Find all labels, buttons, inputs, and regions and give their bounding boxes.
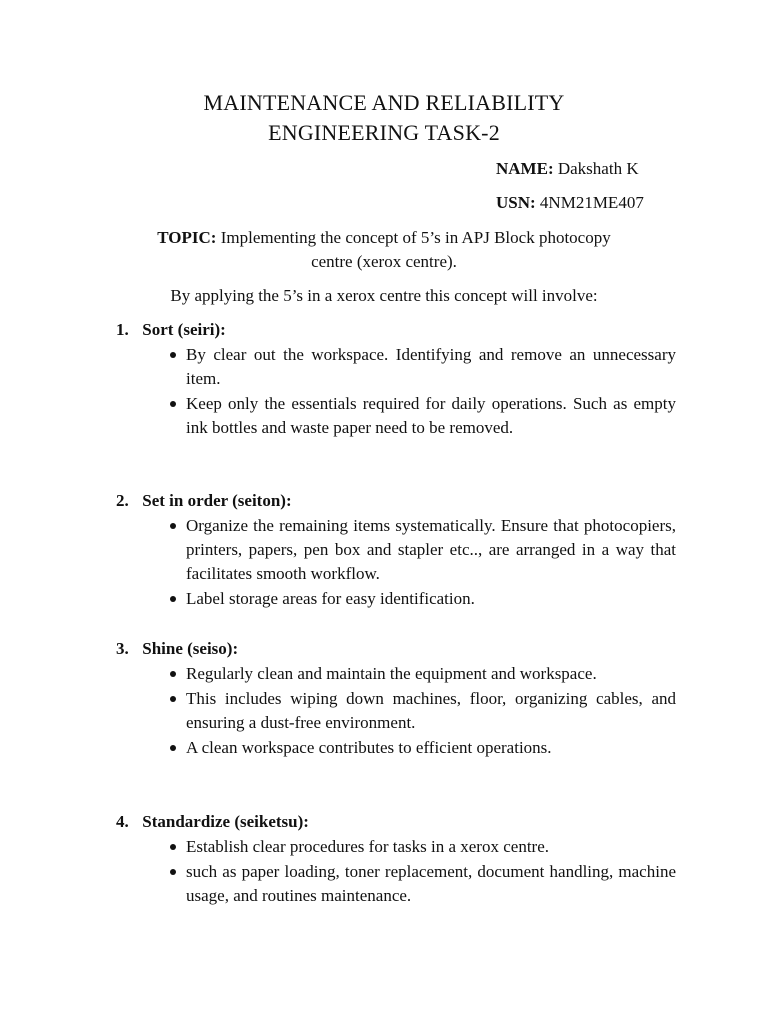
topic-label: TOPIC:: [157, 228, 217, 247]
bullet-list: [116, 662, 676, 760]
list-item-text: such as paper loading, toner replacement, document handling, machine usage, and routines maintenance.: [186, 862, 676, 905]
bullet-icon: [170, 696, 176, 702]
list-item: [116, 343, 676, 391]
usn-label: USN:: [496, 193, 536, 212]
section-shine: [116, 637, 676, 760]
list-item-text: Regularly clean and maintain the equipment and workspace.: [186, 664, 597, 683]
bullet-list: [116, 343, 676, 440]
list-item: [116, 662, 676, 686]
section-title: Shine (seiso):: [142, 639, 239, 658]
section-heading: [116, 637, 676, 661]
section-number: 3.: [116, 639, 129, 658]
list-item: [116, 736, 676, 760]
student-usn: [496, 192, 644, 214]
section-heading: [116, 318, 676, 342]
section-title: Sort (seiri):: [142, 320, 226, 339]
section-number: 1.: [116, 320, 129, 339]
bullet-icon: [170, 401, 176, 407]
bullet-icon: [170, 869, 176, 875]
student-name: [496, 158, 639, 180]
section-heading: [116, 489, 676, 513]
intro-text: By applying the 5’s in a xerox centre this concept will involve:: [170, 286, 598, 305]
title-line-2: ENGINEERING TASK-2: [268, 120, 500, 145]
bullet-icon: [170, 352, 176, 358]
bullet-icon: [170, 671, 176, 677]
list-item: [116, 687, 676, 735]
list-item: [116, 860, 676, 908]
title-line-1: MAINTENANCE AND RELIABILITY: [203, 90, 565, 115]
bullet-icon: [170, 596, 176, 602]
section-number: 4.: [116, 812, 129, 831]
list-item: [116, 587, 676, 611]
section-heading: [116, 810, 676, 834]
section-title: Set in order (seiton):: [142, 491, 292, 510]
list-item-text: Label storage areas for easy identification.: [186, 589, 475, 608]
document-title: [0, 88, 768, 148]
list-item: [116, 835, 676, 859]
bullet-icon: [170, 844, 176, 850]
section-set-in-order: [116, 489, 676, 611]
section-number: 2.: [116, 491, 129, 510]
usn-value: 4NM21ME407: [539, 193, 644, 212]
topic-text-1: Implementing the concept of 5’s in APJ Block photocopy: [220, 228, 611, 247]
list-item-text: By clear out the workspace. Identifying and remove an unnecessary item.: [186, 345, 676, 388]
topic-block: [96, 226, 672, 274]
list-item-text: This includes wiping down machines, floor, organizing cables, and ensuring a dust-free environment.: [186, 689, 676, 732]
bullet-list: [116, 514, 676, 611]
section-sort: [116, 318, 676, 440]
name-label: NAME:: [496, 159, 554, 178]
list-item: [116, 392, 676, 440]
list-item-text: A clean workspace contributes to efficient operations.: [186, 738, 552, 757]
bullet-icon: [170, 745, 176, 751]
list-item-text: Keep only the essentials required for daily operations. Such as empty ink bottles and waste paper need to be removed.: [186, 394, 676, 437]
bullet-icon: [170, 523, 176, 529]
list-item-text: Establish clear procedures for tasks in a xerox centre.: [186, 837, 549, 856]
name-value: Dakshath K: [557, 159, 639, 178]
list-item-text: Organize the remaining items systematically. Ensure that photocopiers, printers, papers, pen box and stapler etc.., are arranged in a way that facilitates smooth workflow.: [186, 516, 676, 583]
section-title: Standardize (seiketsu):: [142, 812, 309, 831]
topic-line-1: [96, 226, 672, 250]
topic-text-2: centre (xerox centre).: [311, 252, 457, 271]
bullet-list: [116, 835, 676, 908]
section-standardize: [116, 810, 676, 908]
list-item: [116, 514, 676, 586]
